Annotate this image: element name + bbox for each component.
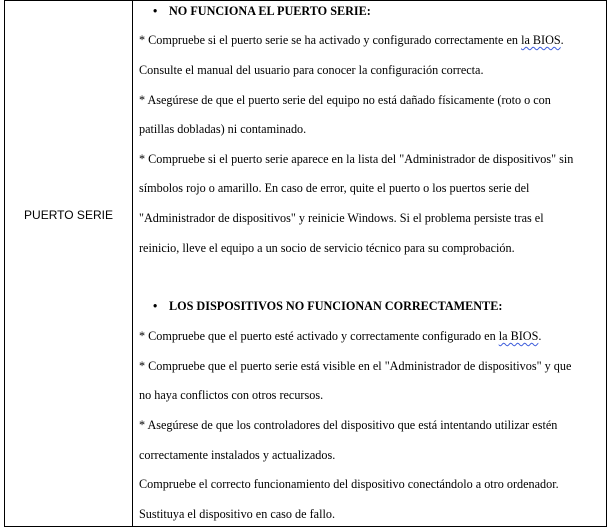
- table-row: [5, 1, 607, 527]
- instruction-line: correctamente instalados y actualizados.: [139, 448, 336, 462]
- instruction-line: * Compruebe que el puerto serie está visible en el "Administrador de dispositivos" y que: [139, 359, 572, 373]
- instruction-line: símbolos rojo o amarillo. En caso de error, quite el puerto o los puertos serie del: [139, 181, 530, 195]
- instruction-line: Sustituya el dispositivo en caso de fallo.: [139, 507, 335, 521]
- instruction-line: * Asegúrese de que el puerto serie del equipo no está dañado físicamente (roto o con: [139, 93, 551, 107]
- instruction-line: * Asegúrese de que los controladores del dispositivo que está intentando utilizar estén: [139, 418, 558, 432]
- instruction-line: [139, 32, 602, 48]
- instruction-text-end: .: [538, 329, 542, 343]
- instruction-line: patillas dobladas) ni contaminado.: [139, 122, 307, 136]
- spellcheck-flagged-text: la BIOS: [521, 33, 561, 47]
- instruction-line: reinicio, lleve el equipo a un socio de servicio técnico para su comprobación.: [139, 241, 515, 255]
- instruction-text: * Compruebe que el puerto esté activado y correctamente configurado en: [139, 329, 499, 343]
- instruction-text-end: .: [560, 33, 564, 47]
- spellcheck-flagged-text: la BIOS: [498, 329, 539, 343]
- instruction-line: * Compruebe si el puerto serie aparece en la lista del "Administrador de dispositivos" sin: [139, 152, 574, 166]
- instruction-line: Compruebe el correcto funcionamiento del dispositivo conectándolo a otro ordenador.: [139, 477, 559, 491]
- instructions-cell: [133, 1, 607, 527]
- section-heading-text: NO FUNCIONA EL PUERTO SERIE:: [169, 4, 371, 18]
- section-heading-devices: [153, 298, 502, 314]
- instruction-line: "Administrador de dispositivos" y reinicie Windows. Si el problema persiste tras el: [139, 211, 544, 225]
- instruction-line: [139, 328, 602, 344]
- section-heading-serial-port: [153, 3, 371, 19]
- troubleshooting-table: [4, 0, 607, 527]
- category-label: PUERTO SERIE: [24, 208, 113, 222]
- instruction-line: no haya conflictos con otros recursos.: [139, 388, 324, 402]
- instruction-text: * Compruebe si el puerto serie se ha activado y configurado correctamente en: [139, 33, 522, 47]
- section-heading-text: LOS DISPOSITIVOS NO FUNCIONAN CORRECTAMENTE:: [169, 299, 503, 313]
- category-cell: [5, 1, 133, 527]
- instruction-line: Consulte el manual del usuario para conocer la configuración correcta.: [139, 63, 484, 77]
- bullet-icon: •: [153, 299, 158, 313]
- bullet-icon: •: [153, 4, 158, 18]
